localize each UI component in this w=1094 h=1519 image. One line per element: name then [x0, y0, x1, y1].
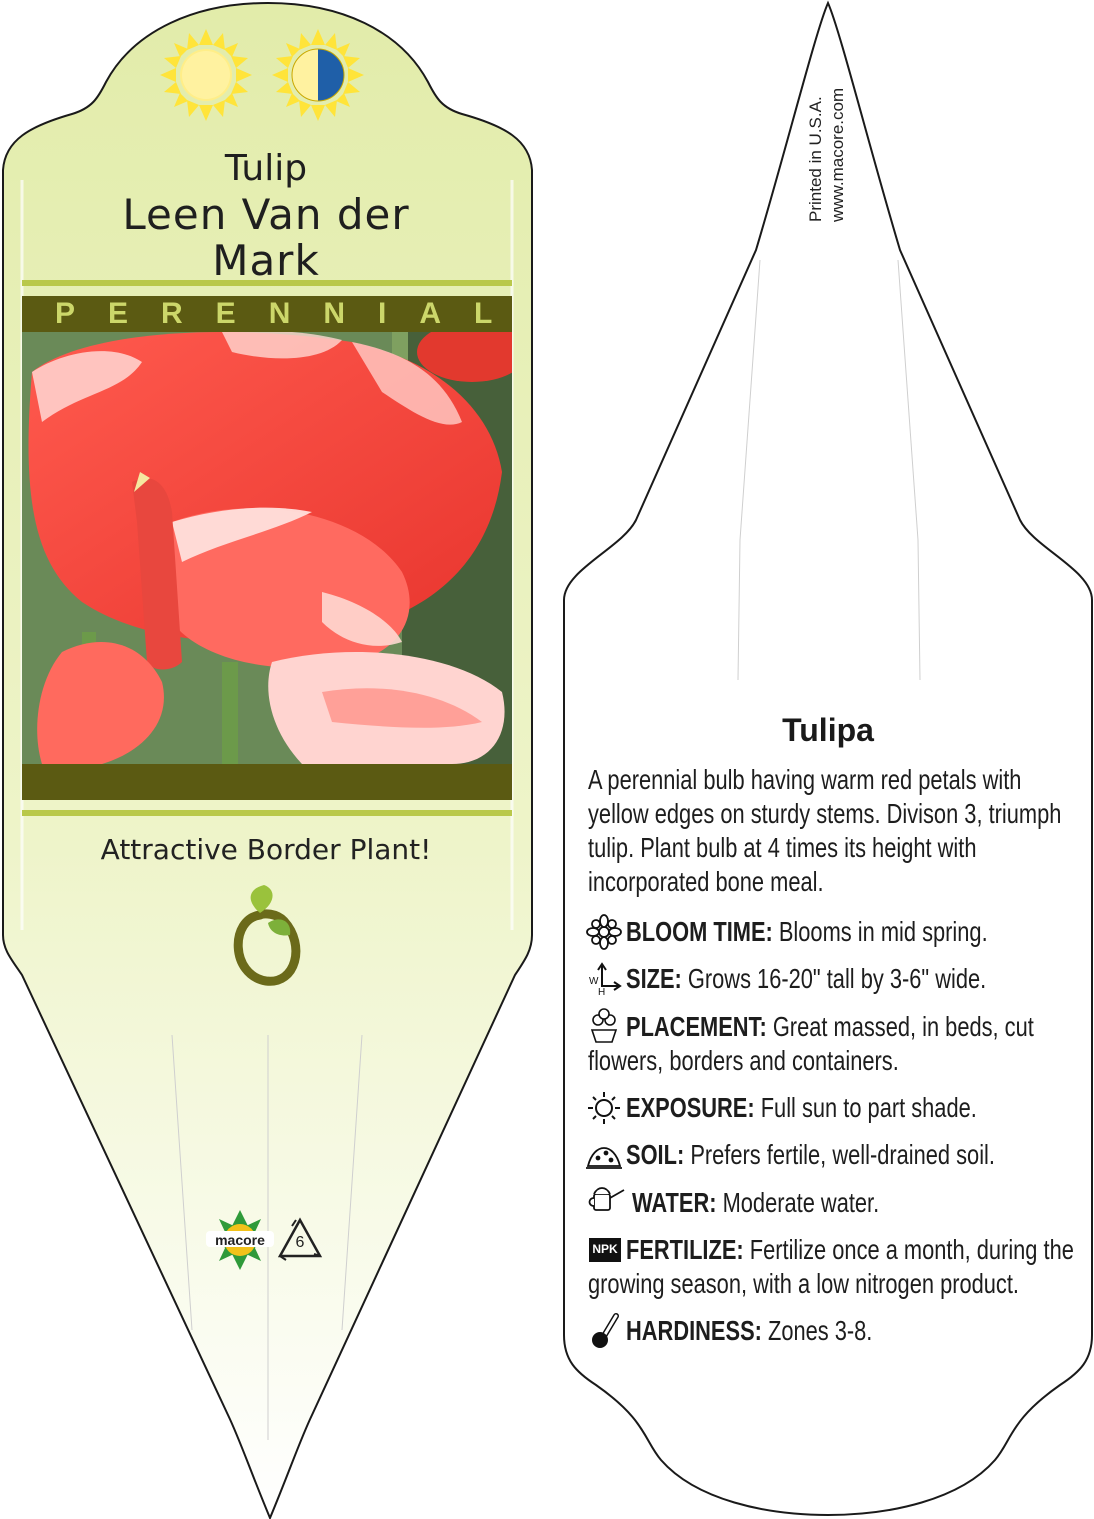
spec-value: Blooms in mid spring. [778, 916, 988, 947]
spec-soil [626, 1138, 995, 1172]
spec-hardiness [626, 1314, 872, 1348]
variety-name [0, 192, 532, 284]
spec-label: SIZE: [626, 963, 682, 994]
description-line: incorporated bone meal. [588, 866, 824, 897]
spec-label: PLACEMENT: [626, 1011, 767, 1042]
printed-in-credit [805, 88, 849, 222]
spec-bloom-time [626, 915, 988, 949]
variety-line-1: Leen Van der [122, 190, 410, 239]
spec-label: EXPOSURE: [626, 1092, 755, 1123]
botanical-name: Tulipa [782, 712, 874, 748]
spec-placement [626, 1010, 1034, 1044]
photo-bottom-band [22, 764, 512, 800]
brand-logo-text: macore [215, 1232, 265, 1248]
common-name: Tulip [224, 148, 308, 189]
spec-placement-cont: flowers, borders and containers. [588, 1045, 899, 1076]
spec-value: Full sun to part shade. [760, 1092, 977, 1123]
website-url: www.macore.com [828, 87, 847, 222]
recycle-number: 6 [295, 1234, 305, 1251]
tagline: Attractive Border Plant! [100, 833, 432, 866]
spec-size [626, 962, 986, 996]
tulip-photo [22, 332, 512, 764]
size-icon-w: W [589, 976, 599, 987]
spec-fertilize [626, 1233, 1074, 1267]
spec-value: Moderate water. [722, 1187, 880, 1218]
description [588, 763, 1061, 899]
spec-label: HARDINESS: [626, 1315, 762, 1346]
spec-fertilize-cont: growing season, with a low nitrogen product. [588, 1268, 1019, 1299]
spec-label: BLOOM TIME: [626, 916, 773, 947]
spec-label: SOIL: [626, 1139, 685, 1170]
size-icon-h: H [598, 987, 606, 998]
variety-line-2: Mark [212, 236, 320, 285]
description-line: yellow edges on sturdy stems. Divison 3, triumph [588, 798, 1062, 829]
spec-exposure [626, 1091, 977, 1125]
spec-value: Zones 3-8. [767, 1315, 873, 1346]
description-line: tulip. Plant bulb at 4 times its height with [588, 832, 977, 863]
spec-value: Great massed, in beds, cut [772, 1011, 1034, 1042]
spec-label: WATER: [632, 1187, 717, 1218]
spec-water [632, 1186, 879, 1220]
fertilizer-icon-text: NPK [592, 1242, 618, 1256]
spec-value: Prefers fertile, well-drained soil. [690, 1139, 995, 1170]
printed-in: Printed in U.S.A. [806, 96, 825, 222]
spec-label: FERTILIZE: [626, 1234, 744, 1265]
spec-value: Grows 16-20" tall by 3-6" wide. [687, 963, 987, 994]
spec-value: Fertilize once a month, during the [749, 1234, 1074, 1265]
description-line: A perennial bulb having warm red petals with [588, 764, 1022, 795]
category-label: PERENNIAL [55, 297, 526, 330]
